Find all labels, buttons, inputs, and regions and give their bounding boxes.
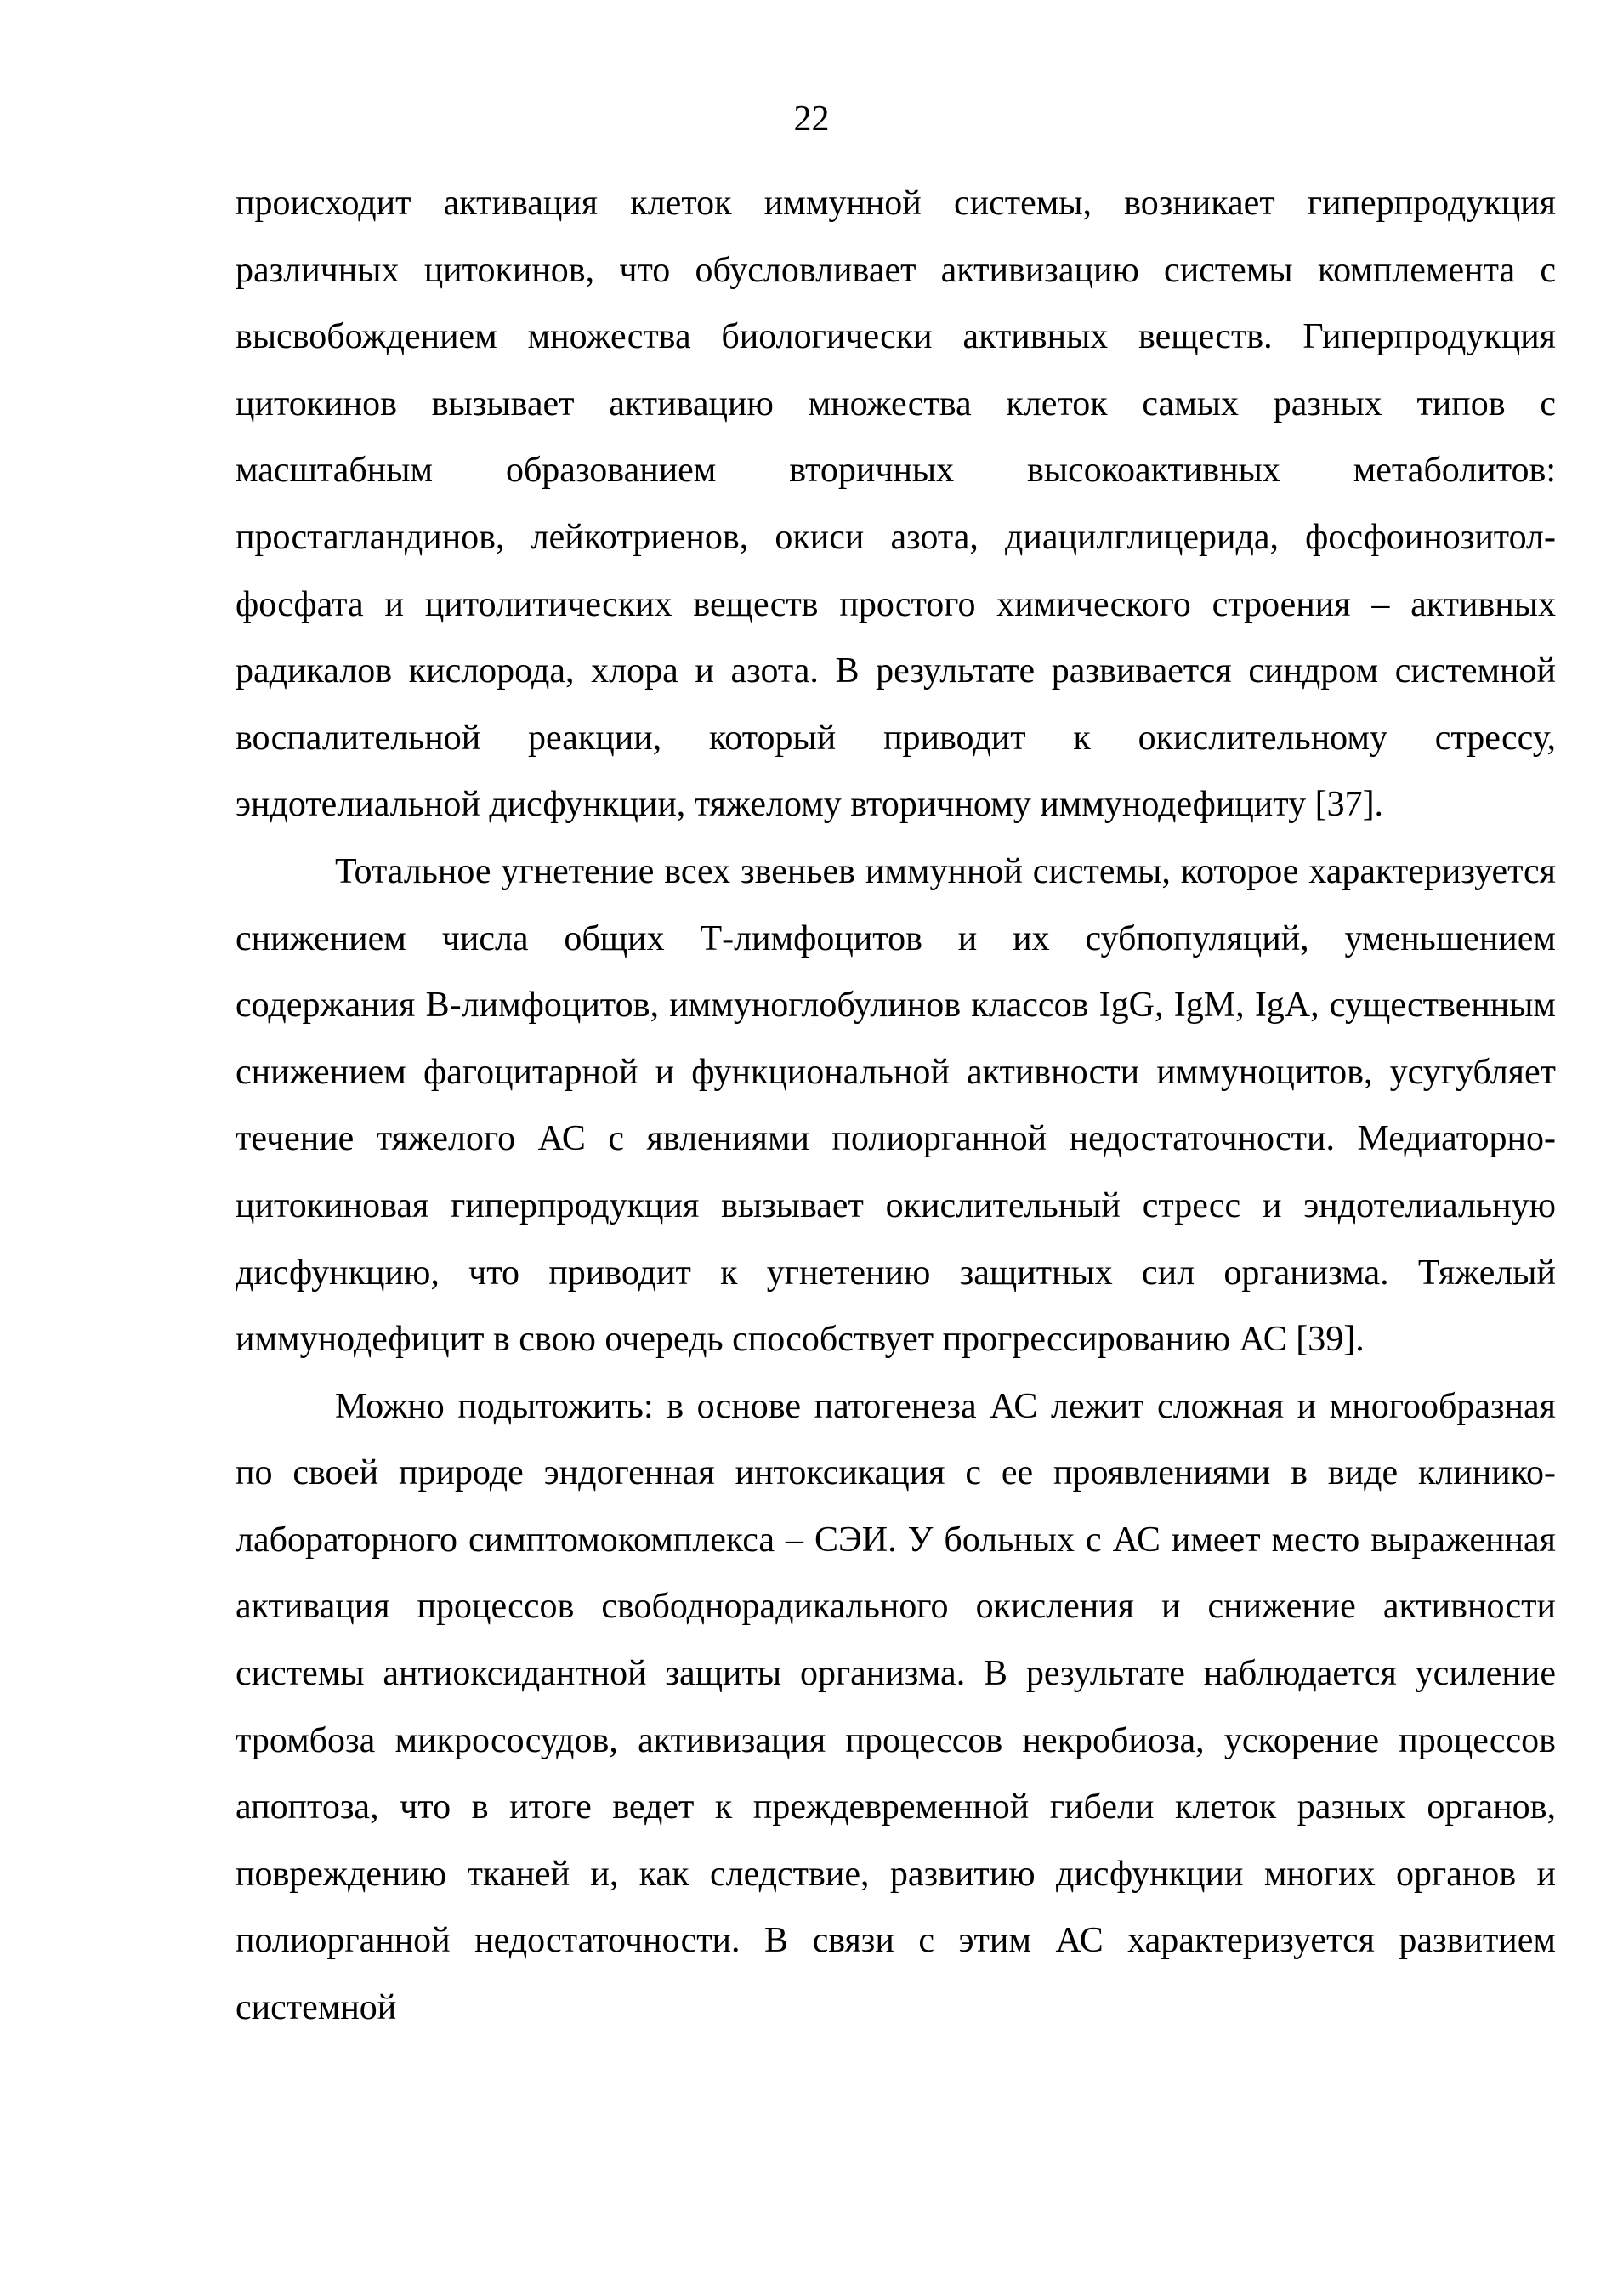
paragraph-2: Тотальное угнетение всех звеньев иммунной системы, которое характеризуется снижением числа общих Т-лимфоцитов и их субпопуляций, уменьшением содержания В-лимфоцитов, иммуноглобулинов классов IgG, IgM, IgA, существенным снижением фагоцитарной и функциональной активности иммуноцитов, усугубляет течение тяжелого АС с явлениями полиорганной недостаточности. Медиаторно-цитокиновая гиперпродукция вызывает окислительный стресс и эндотелиальную дисфункцию, что приводит к угнетению защитных сил организма. Тяжелый иммунодефицит в свою очередь способствует прогрессированию АС [39]. [236,851,1556,1360]
page-number: 22 [793,99,830,139]
paragraph-3: Можно подытожить: в основе патогенеза АС лежит сложная и многообразная по своей природе эндогенная интоксикация с ее проявлениями в виде клинико-лабораторного симптомокомплекса – СЭИ. У больных с АС имеет место выраженная активация процессов свободнорадикального окисления и снижение активности системы антиоксидантной защиты организма. В результате наблюдается усиление тромбоза микрососудов, активизация процессов некробиоза, ускорение процессов апоптоза, что в итоге ведет к преждевременной гибели клеток разных органов, повреждению тканей и, как следствие, развитию дисфункции многих органов и полиорганной недостаточности. В связи с этим АС характеризуется развитием системной [236,1386,1556,2028]
paragraph-1: происходит активация клеток иммунной системы, возникает гиперпродукция различных цитокинов, что обусловливает активизацию системы комплемента с высвобождением множества биологически активных веществ. Гиперпродукция цитокинов вызывает активацию множества клеток самых разных типов с масштабным образованием вторичных высокоактивных метаболитов: простагландинов, лейкотриенов, окиси азота, диацилглицерида, фосфоинозитол-фосфата и цитолитических веществ простого химического строения – активных радикалов кислорода, хлора и азота. В результате развивается синдром системной воспалительной реакции, который приводит к окислительному стрессу, эндотелиальной дисфункции, тяжелому вторичному иммунодефициту [37]. [236,184,1556,825]
body-text [236,170,1556,2042]
